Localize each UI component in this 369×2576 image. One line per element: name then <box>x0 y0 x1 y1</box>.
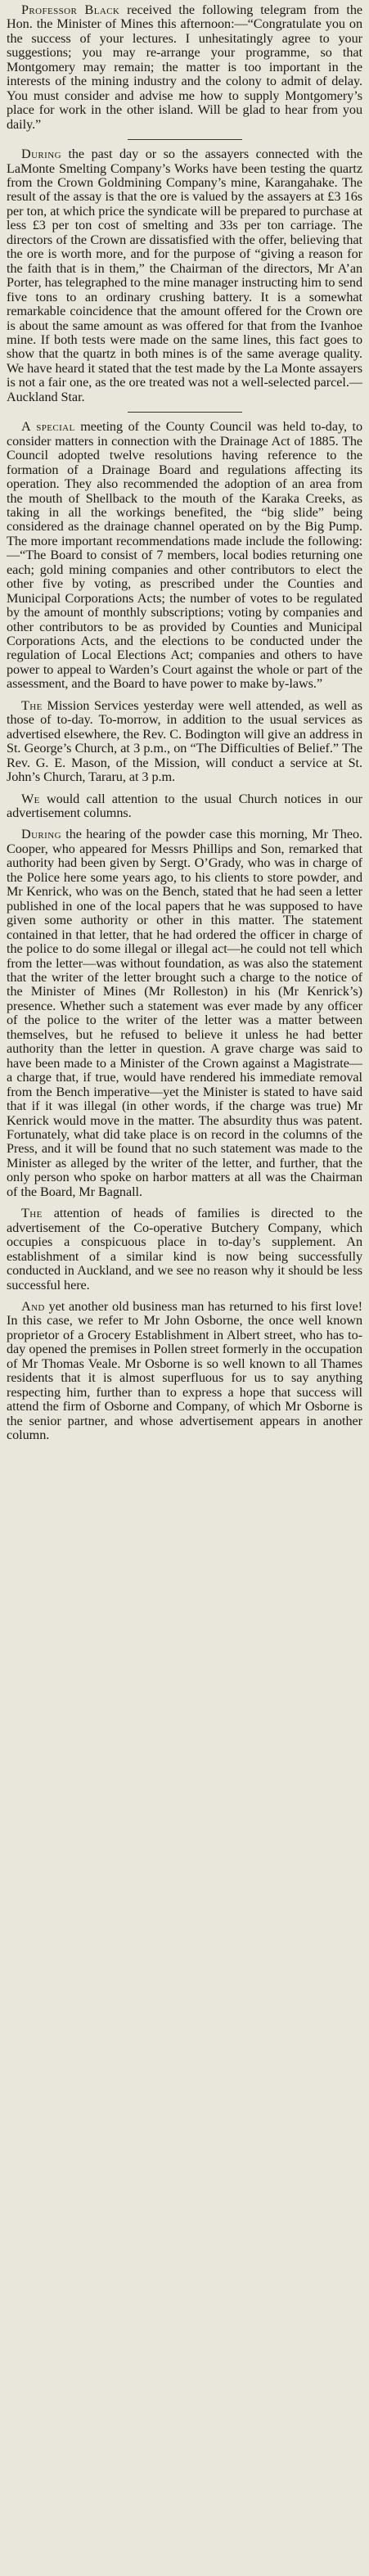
news-paragraph-mission <box>7 699 362 785</box>
paragraph-lead: And <box>21 1298 45 1314</box>
news-paragraph-assay <box>7 147 362 404</box>
paragraph-text: the past day or so the assayers connected with the LaMonte Smelting Company’s Works have been testing the quartz from the Crown Goldmining Company’s mine, Karangahake. The result of the assay is that the ore is valued by the assayers at £3 16s per ton, at which price the syndicate will be prepared to purchase at less £3 per ton cost of smelting and 33s per ton carriage. The directors of the Crown are dissatisfied with the offer, believing that the ore is worth more, and for the purpose of “giving a reason for the faith that is in them,” the Chairman of the directors, Mr A’an Porter, has telegraphed to the mine manager instructing him to send five tons to an ordinary crushing battery. It is a somewhat remarkable coincidence that the amount offered for the Crown ore is about the same amount as was offered for that from the Ivanhoe mine. If both tests were made on the same lines, this fact goes to show that the quartz in both mines is of the same average quality. We have heard it stated that the test made by the La Monte assayers is not a fair one, as the ore treated was not a well-selected parcel.—Auckland Star. <box>7 147 362 404</box>
paragraph-text: yet another old business man has returned to his first love! In this case, we refer to Mr John Osborne, the once well known proprietor of a Grocery Establishment in Albert street, who has to-day opened the premises in Pollen street formerly in the occupation of Mr Thomas Veale. Mr Osborne is so well known to all Thames residents that it is almost superfluous for us to say anything respecting him, further than to express a hope that success will attend the firm of Osborne and Company, of which Mr Osborne is the senior partner, and whose advertisement appears in another column. <box>7 1298 362 1443</box>
news-paragraph-butchery <box>7 1207 362 1293</box>
paragraph-text: Mission Services yesterday were well attended, as well as those of to-day. To-morrow, in addition to the usual services as advertised elsewhere, the Rev. C. Bodington will give an address in St. George’s Church, at 3 p.m., on “The Difficulties of Belief.” The Rev. G. E. Mason, of the Mission, will conduct a service at St. John’s Church, Tararu, at 3 p.m. <box>7 697 362 785</box>
paragraph-text: attention of heads of families is directed to the advertisement of the Co-operative Butchery Company, which occupies a conspicuous place in to-day’s supplement. An establishment of a similar kind is now being successfully conducted in Auckland, and we see no reason why it should be less successful here. <box>7 1206 362 1293</box>
paragraph-lead: The <box>21 1206 43 1221</box>
news-paragraph-telegram <box>7 3 362 132</box>
paragraph-lead: During <box>21 827 61 842</box>
paragraph-lead: We <box>21 791 40 806</box>
column-divider <box>128 412 242 413</box>
paragraph-lead: Professor Black <box>21 3 120 17</box>
paragraph-lead: The <box>21 697 43 713</box>
news-paragraph-powder-case <box>7 828 362 1199</box>
paragraph-text: would call attention to the usual Church notices in our advertisement columns. <box>7 791 362 821</box>
news-paragraph-county-council <box>7 420 362 692</box>
paragraph-lead: A special <box>21 419 75 435</box>
newspaper-column <box>7 3 362 2573</box>
paragraph-text: meeting of the County Council was held to-day, to consider matters in connection with the Drainage Act of 1885. The Council adopted twelve resolutions having reference to the formation of a Drainage Board and regulations affecting its operation. They also recommended the adoption of an area from the mouth of Shellback to the mouth of the Karaka Creeks, as taking in all the workings benefited, the “big slide” being considered as the drainage channel operated on by the Big Pump. The more important recommendations made include the following:—“The Board to consist of 7 members, local bodies returning one each; gold mining companies and other contributors to elect the other five by voting, as prescribed under the Counties and Municipal Corporations Acts; the number of votes to be regulated by the amount of monthly subscriptions; voting by companies and other contributors to be as provided by Counties and Municipal Corporations Acts, and the elections to be conducted under the regulation of Local Elections Act; companies and others to have power to appeal to Warden’s Court against the whole or part of the assessment, and the Board to have power to make by-laws.” <box>7 419 362 692</box>
paragraph-text: the hearing of the powder case this morning, Mr Theo. Cooper, who appeared for Messrs Phillips and Son, remarked that authority had been given by Sergt. O’Grady, who was in charge of the Police here some years ago, to his clients to store powder, and Mr Kenrick, who was on the Bench, stated that he had seen a letter published in one of the local papers that he was supposed to have given some authority or other in this matter. The statement contained in that letter, that he had ordered the officer in charge of the police to do some illegal or illegal act—he could not tell which from the letter—was without foundation, as was also the statement that the writer of the letter brought such a charge to the notice of the Minister of Mines (Mr Rolleston) in his (Mr Kenrick’s) presence. Whether such a statement was ever made by any officer of the police to the writer of the letter was a matter between themselves, but he refused to believe it unless he had better authority than the letter in question. A grave charge was said to have been made to a Minister of the Crown against a Magistrate—a charge that, if true, would have rendered his immediate removal from the Bench imperative—yet the Minister is stated to have said that if it was illegal (in other words, if the charge was true) Mr Kenrick would move in the matter. The absurdity thus was patent. Fortunately, what did take place is on record in the columns of the Press, and it will be found that no such statement was made to the Minister as alleged by the writer of the letter, and further, that the only person who spoke on harbor matters at all was the Chairman of the Board, Mr Bagnall. <box>7 827 362 1199</box>
column-divider <box>128 139 242 140</box>
paragraph-lead: During <box>21 147 61 162</box>
news-paragraph-church-notices <box>7 792 362 821</box>
news-paragraph-osborne <box>7 1300 362 1443</box>
paragraph-text: received the following telegram from the Hon. the Minister of Mines this afternoon:—“Congratulate you on the success of your lectures. I unhesitatingly agree to your suggestions; you may re-arrange your programme, so that Montgomery may remain; the matter is too important in the interests of the mining industry and the colony to admit of delay. You must consider and advise me how to supply Montgomery’s place for work in the other island. Will be glad to hear from you daily.” <box>7 3 362 132</box>
